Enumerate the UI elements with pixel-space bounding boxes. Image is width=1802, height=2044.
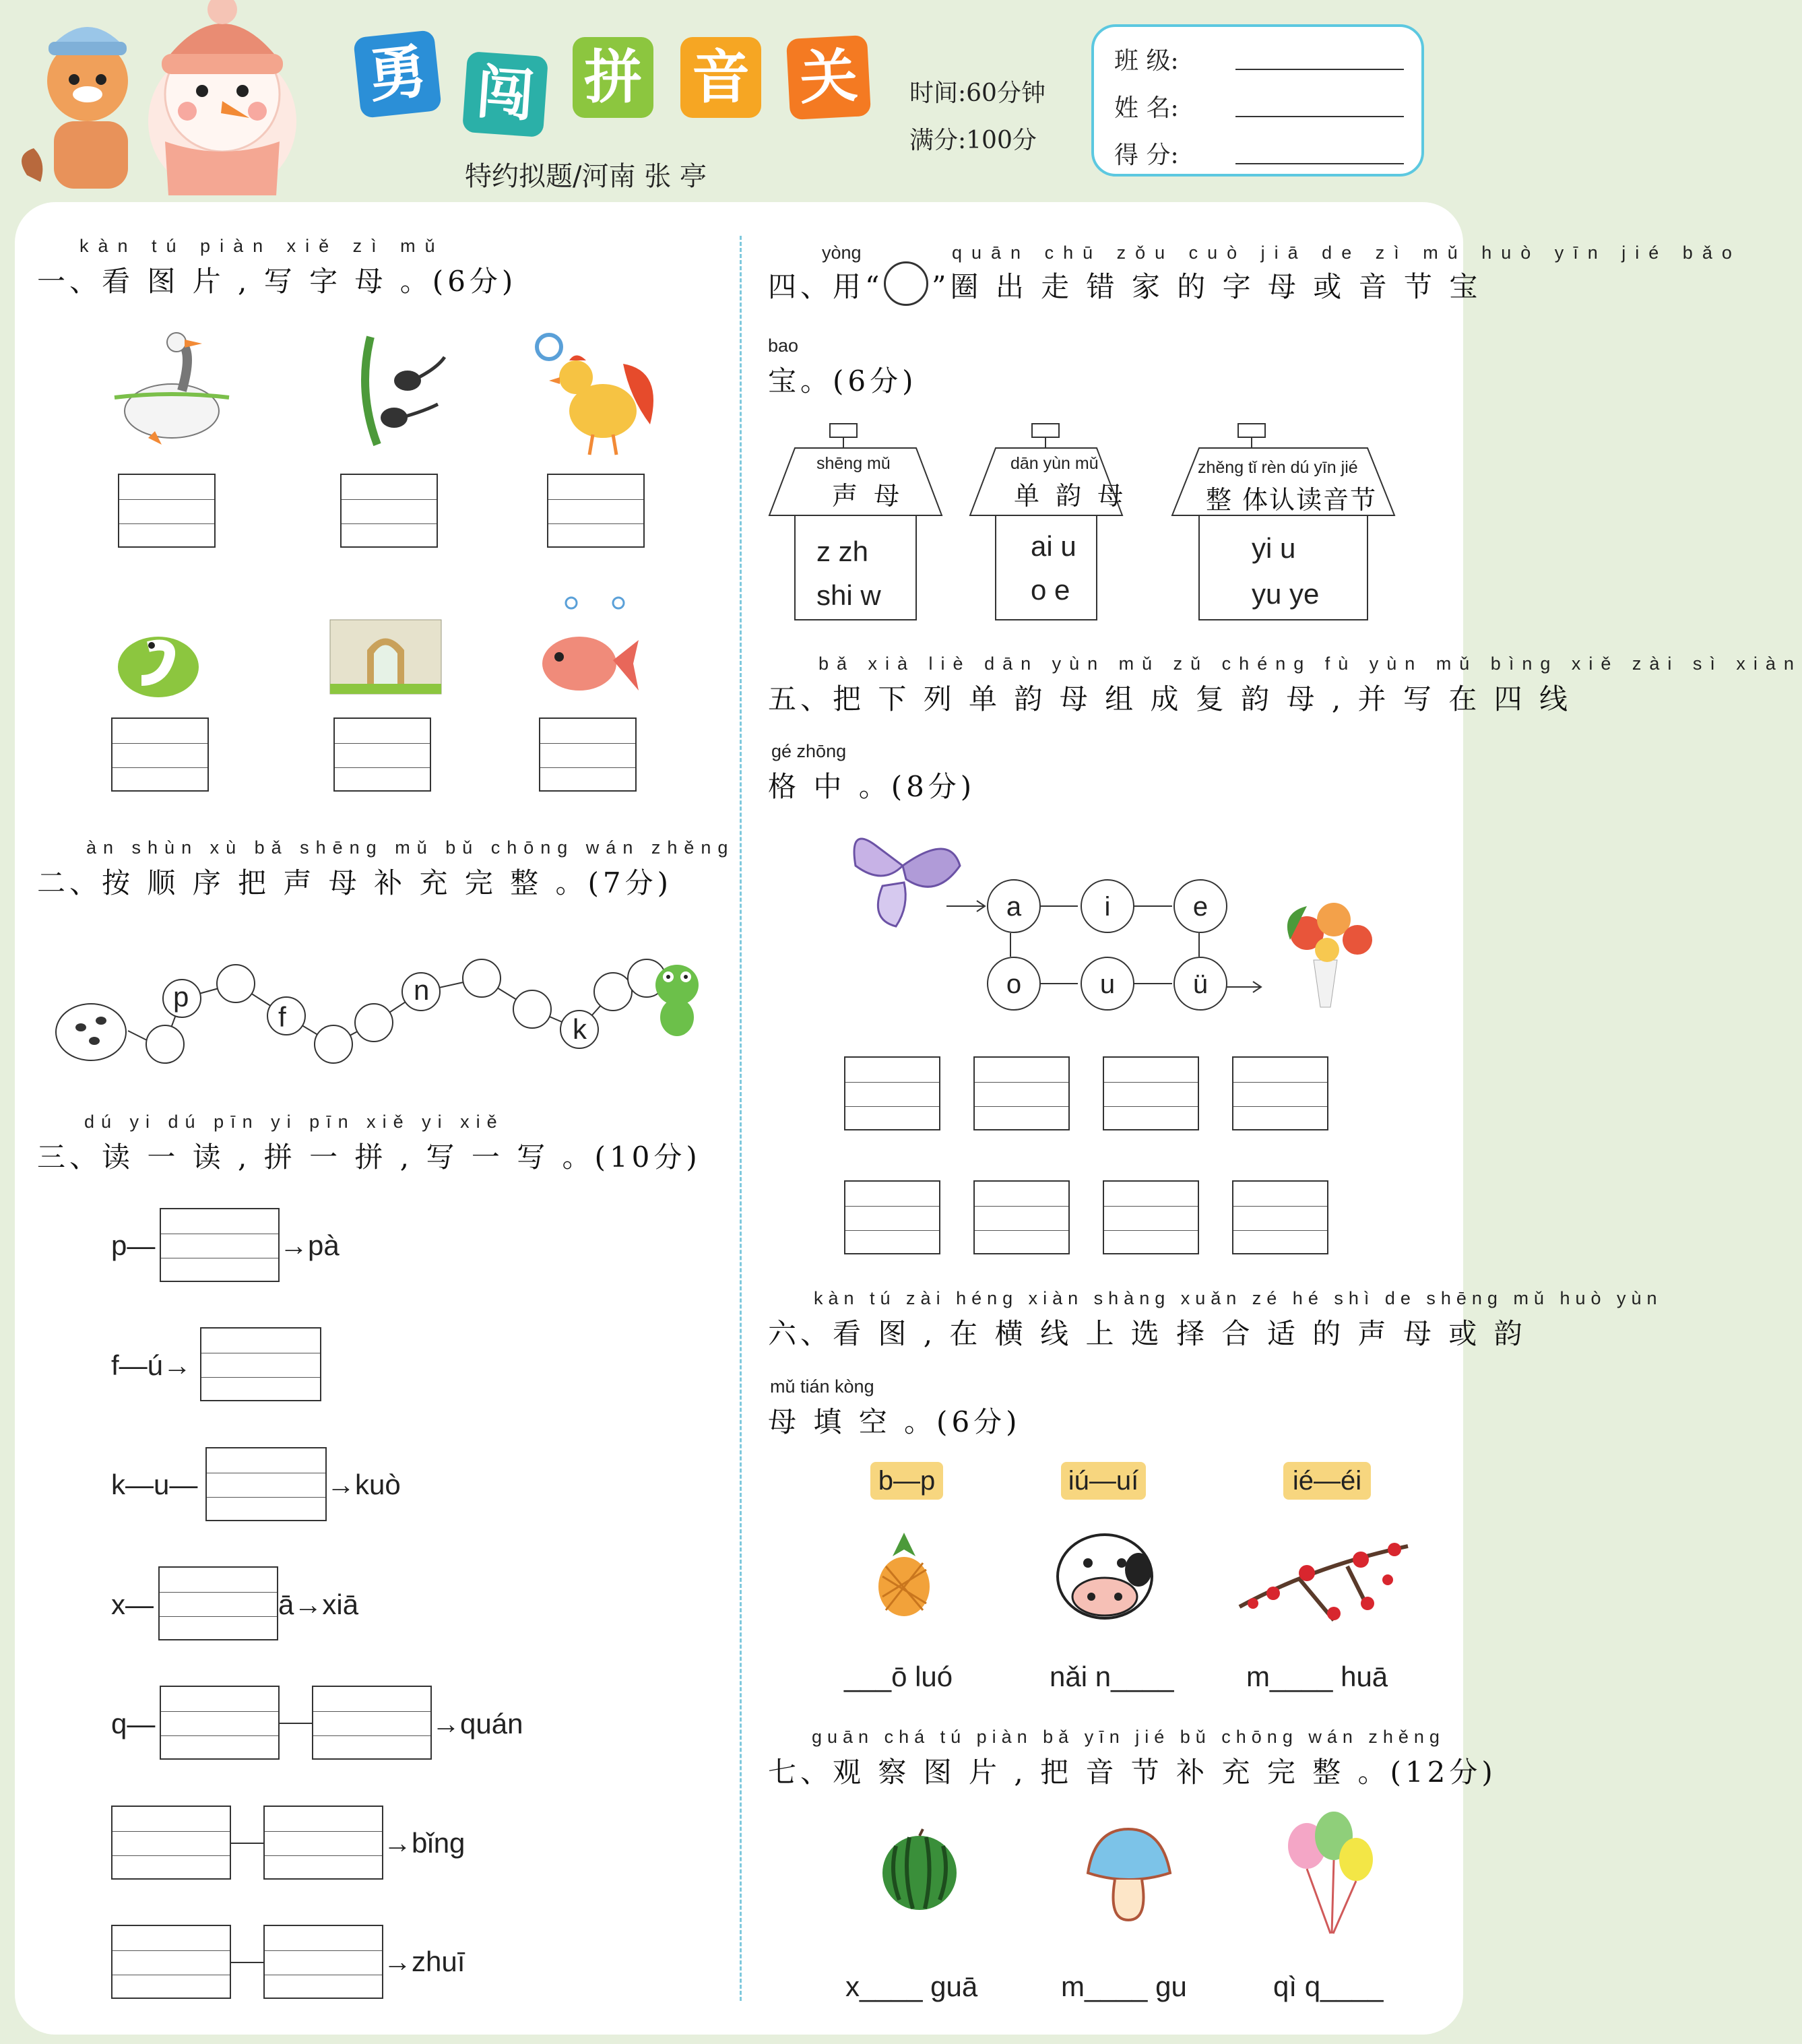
title-char: 闯 — [462, 51, 548, 137]
title-char: 拼 — [573, 37, 653, 118]
title-char: 勇 — [353, 30, 442, 119]
title-char: 关 — [786, 35, 871, 120]
house-name: 声 母 — [832, 481, 904, 511]
fill-blank-text[interactable]: m____ huā — [1246, 1661, 1388, 1692]
option-tag: iú—uí — [1061, 1462, 1146, 1500]
connector-line — [231, 1843, 263, 1844]
pineapple-image — [872, 1529, 936, 1617]
fish-bubbles-image — [539, 593, 640, 704]
rooster-image — [529, 330, 664, 458]
final-node: o — [987, 957, 1041, 1011]
full-score: 满分:100分 — [909, 127, 1037, 154]
q4-heading-cont: 宝。(6分) — [768, 364, 918, 397]
author-credit: 特约拟题/河南 张 亭 — [465, 161, 707, 192]
option-tag: ié—éi — [1283, 1462, 1371, 1500]
title-banner — [357, 27, 882, 128]
title-char: 音 — [680, 37, 761, 118]
writing-grid[interactable] — [1232, 1180, 1328, 1254]
connector-line — [231, 1962, 263, 1963]
house-pinyin: shēng mǔ — [816, 454, 891, 473]
writing-grid[interactable] — [1103, 1180, 1199, 1254]
fill-blank-text[interactable]: qì q____ — [1273, 1971, 1384, 2002]
spell-prefix: k—u— — [111, 1469, 198, 1500]
q1-pinyin: kàn tú piàn xiě zì mǔ — [79, 236, 445, 256]
watermelon-image — [879, 1829, 960, 1913]
writing-grid[interactable] — [844, 1180, 940, 1254]
final-node: u — [1081, 957, 1134, 1011]
goose-image — [108, 330, 236, 451]
house-row: z zh — [816, 536, 869, 567]
spell-prefix: q— — [111, 1708, 156, 1739]
writing-grid[interactable] — [118, 474, 216, 548]
writing-grid[interactable] — [973, 1180, 1070, 1254]
spell-result: →kuò — [327, 1469, 401, 1500]
arch-door-image — [330, 620, 441, 694]
writing-grid[interactable] — [844, 1056, 940, 1130]
q7-pinyin: guān chá tú piàn bǎ yīn jié bǔ chōng wán zhěng — [812, 1727, 1445, 1747]
writing-grid[interactable] — [158, 1566, 278, 1640]
house-row: shi w — [816, 579, 881, 611]
q5-pinyin-2: gé zhōng — [771, 741, 847, 761]
q2-pinyin: àn shùn xù bǎ shēng mǔ bǔ chōng wán zhěng — [86, 837, 735, 858]
house-name: 单 韵 母 — [1014, 481, 1128, 511]
fill-blank-text[interactable]: ___ō luó — [844, 1661, 953, 1692]
final-node: i — [1081, 879, 1134, 933]
name-label: 姓 名: — [1114, 94, 1179, 122]
fill-blank-text[interactable]: m____ gu — [1061, 1971, 1187, 2002]
worm-image — [115, 620, 202, 701]
fill-blank-text[interactable]: x____ guā — [845, 1971, 978, 2002]
chain-letter: f — [278, 1001, 286, 1033]
score-field[interactable] — [1235, 163, 1404, 164]
writing-grid[interactable] — [263, 1806, 383, 1880]
house-row: yu ye — [1252, 578, 1320, 610]
q4-pinyin-2: quān chū zǒu cuò jiā de zì mǔ huò yīn jié bǎo — [952, 243, 1741, 263]
tadpoles-image — [344, 330, 451, 451]
connector-line — [280, 1723, 312, 1724]
writing-grid[interactable] — [1232, 1056, 1328, 1130]
spell-prefix: f—ú→ — [111, 1349, 192, 1381]
mushroom-image — [1081, 1826, 1176, 1923]
balloons-image — [1283, 1809, 1378, 1937]
q5-heading-cont: 格 中 。(8分) — [768, 770, 976, 803]
name-field[interactable] — [1235, 116, 1404, 117]
q6-heading-cont: 母 填 空 。(6分) — [768, 1405, 1021, 1438]
q1-heading: 一、看 图 片 , 写 字 母 。(6分) — [37, 265, 517, 298]
chain-letter: k — [573, 1013, 587, 1045]
writing-grid[interactable] — [539, 717, 637, 792]
house-row: ai u — [1031, 530, 1076, 562]
q4-pinyin-3: bao — [768, 336, 799, 356]
option-tag: b—p — [870, 1462, 943, 1500]
house-name: 整 体认读音节 — [1206, 485, 1378, 515]
class-field[interactable] — [1235, 69, 1404, 70]
writing-grid[interactable] — [111, 1925, 231, 1999]
q3-pinyin: dú yi dú pīn yi pīn xiě yi xiě — [84, 1112, 504, 1132]
q7-heading: 七、观 察 图 片 , 把 音 节 补 充 完 整 。(12分) — [768, 1756, 1497, 1789]
score-label: 得 分: — [1114, 141, 1179, 169]
chain-letter: p — [173, 981, 189, 1013]
house-pinyin: dān yùn mǔ — [1010, 454, 1099, 473]
column-divider — [740, 236, 742, 2001]
house-pinyin: zhěng tǐ rèn dú yīn jié — [1198, 458, 1358, 477]
class-label: 班 级: — [1114, 47, 1179, 75]
spell-prefix: x— — [111, 1589, 154, 1620]
final-node: e — [1173, 879, 1227, 933]
q6-heading: 六、看 图 , 在 横 线 上 选 择 合 适 的 声 母 或 韵 — [768, 1317, 1526, 1350]
writing-grid[interactable] — [111, 1806, 231, 1880]
time-limit: 时间:60分钟 — [909, 79, 1045, 107]
fill-blank-text[interactable]: nǎi n____ — [1050, 1661, 1174, 1692]
plum-blossom-image — [1233, 1526, 1421, 1627]
chain-letter: n — [414, 974, 430, 1006]
q6-pinyin-2: mǔ tián kòng — [770, 1376, 874, 1397]
writing-grid[interactable] — [333, 717, 431, 792]
q5-pinyin: bǎ xià liè dān yùn mǔ zǔ chéng fù yùn mǔ bìng xiě zài sì xiàn — [818, 653, 1802, 674]
spell-result: →quán — [432, 1708, 523, 1739]
snowman-tiger-illustration — [7, 0, 357, 202]
final-node: ü — [1173, 957, 1227, 1011]
writing-grid[interactable] — [312, 1686, 432, 1760]
writing-grid[interactable] — [547, 474, 645, 548]
spell-result: →zhuī — [383, 1946, 465, 1977]
spell-result: →bǐng — [383, 1827, 465, 1859]
q3-heading: 三、读 一 读 , 拼 一 拼 , 写 一 写 。(10分) — [37, 1141, 701, 1174]
writing-grid[interactable] — [205, 1447, 327, 1521]
house-row: yi u — [1252, 532, 1296, 564]
writing-grid[interactable] — [160, 1208, 280, 1282]
house-row: o e — [1031, 574, 1070, 606]
writing-grid[interactable] — [340, 474, 438, 548]
q4-pinyin-1: yòng — [822, 243, 862, 263]
writing-grid[interactable] — [200, 1327, 321, 1401]
q6-pinyin: kàn tú zài héng xiàn shàng xuǎn zé hé shì de shēng mǔ huò yùn — [814, 1288, 1663, 1308]
student-info-box — [1091, 24, 1424, 177]
cow-image — [1048, 1529, 1162, 1624]
circle-symbol — [884, 261, 928, 306]
spell-prefix: p— — [111, 1229, 156, 1261]
writing-grid[interactable] — [160, 1686, 280, 1760]
writing-grid[interactable] — [973, 1056, 1070, 1130]
writing-grid[interactable] — [263, 1925, 383, 1999]
spell-result: ā→xiā — [278, 1589, 359, 1620]
q4-heading-start: 四、用“ — [768, 270, 884, 303]
q2-heading: 二、按 顺 序 把 声 母 补 充 完 整 。(7分) — [37, 866, 672, 899]
spell-result: →pà — [280, 1229, 340, 1261]
final-node: a — [987, 879, 1041, 933]
q4-heading-end: ”圈 出 走 错 家 的 字 母 或 音 节 宝 — [932, 270, 1482, 303]
writing-grid[interactable] — [111, 717, 209, 792]
q5-heading: 五、把 下 列 单 韵 母 组 成 复 韵 母 , 并 写 在 四 线 — [768, 682, 1572, 715]
initials-chain-diagram — [54, 943, 701, 1078]
writing-grid[interactable] — [1103, 1056, 1199, 1130]
